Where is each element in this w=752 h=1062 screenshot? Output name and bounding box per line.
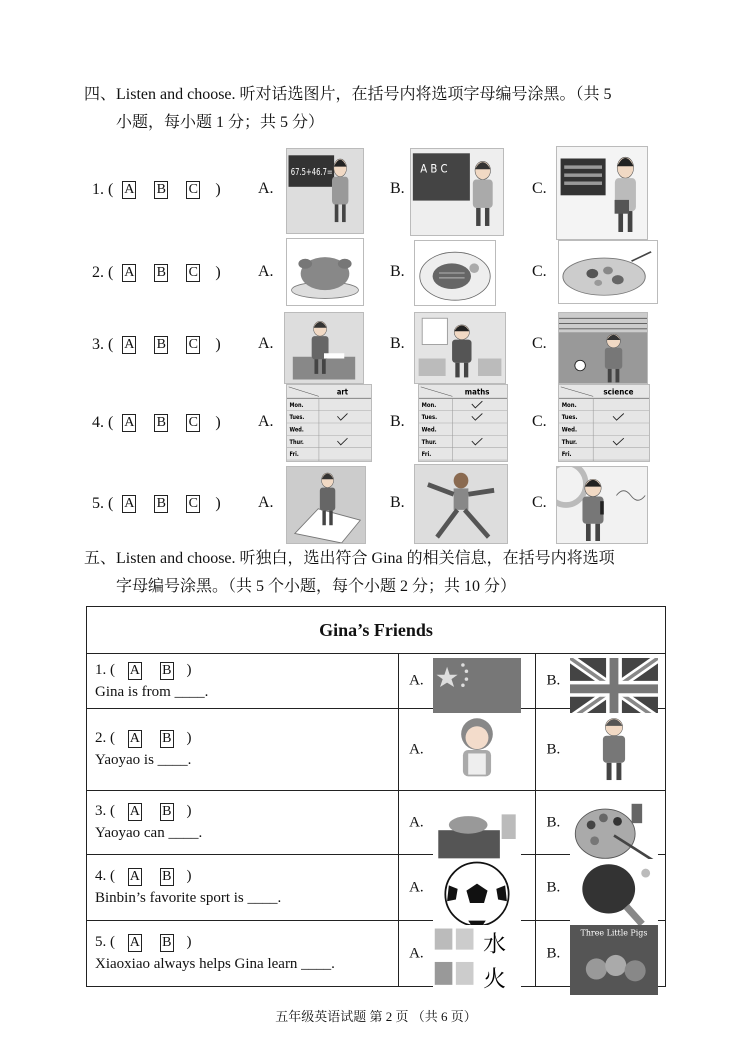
boy-drawing-icon (286, 466, 366, 544)
choice-b-cell (536, 855, 666, 921)
teacher-with-book-icon (556, 146, 648, 240)
answer-option-b[interactable]: B (154, 414, 168, 432)
question-number: 2. (95, 730, 107, 746)
question-5-answer-row (92, 484, 221, 524)
question-number: 1. (95, 661, 107, 678)
question-cell (87, 709, 399, 791)
svg-text:Tues.: Tues. (289, 414, 305, 422)
answer-option-a[interactable]: A (124, 182, 135, 197)
answer-option-a[interactable]: A (129, 731, 140, 746)
choice-label-a: A. (409, 741, 424, 757)
boy-singing-icon (556, 466, 648, 544)
answer-option-b[interactable]: B (160, 803, 174, 821)
choice-label-b: B. (390, 335, 405, 352)
answer-option-b[interactable]: B (160, 868, 174, 886)
boy-in-red-shirt-icon (570, 713, 658, 786)
table-row (87, 791, 666, 855)
choice-label-b: B. (546, 741, 561, 757)
roast-chicken-icon (286, 238, 364, 306)
answer-option-a[interactable]: A (129, 869, 140, 884)
choice-b-cell (536, 654, 666, 709)
svg-text:Mon.: Mon. (561, 402, 577, 409)
svg-text:Tues.: Tues. (561, 415, 578, 422)
chinese-characters-icon (433, 925, 521, 993)
answer-option-a[interactable]: A (124, 415, 135, 430)
section5-heading-cont: 字母编号涂黑。（共 5 个小题，每个小题 2 分；共 10 分） (116, 578, 517, 595)
close-paren: ) (215, 181, 221, 198)
svg-text:Fri.: Fri. (561, 452, 572, 459)
svg-text:Tues.: Tues. (421, 415, 438, 422)
open-paren: ( (108, 336, 114, 353)
question-cell (87, 855, 399, 921)
page-footer: 五年级英语试题 第 2 页 （共 6 页） (275, 1009, 477, 1024)
close-paren: ) (215, 264, 221, 281)
choice-a-cell (399, 855, 536, 921)
choice-b-cell (536, 709, 666, 791)
answer-option-b[interactable]: B (154, 495, 168, 513)
boy-writing-at-desk-icon (284, 312, 364, 384)
section4-heading-cont: 小题，每小题 1 分；共 5 分） (116, 114, 325, 131)
answer-option-b[interactable]: B (154, 181, 168, 199)
choice-b-cell (536, 921, 666, 987)
answer-option-c[interactable]: C (186, 264, 200, 282)
open-paren: ( (108, 414, 114, 431)
question-text: Yaoyao is ____. (95, 752, 192, 768)
choice-label-b: B. (390, 494, 405, 511)
choice-label-b: B. (546, 945, 561, 961)
answer-option-b[interactable]: B (160, 730, 174, 748)
girl-on-sports-field-icon (558, 312, 648, 384)
timetable-science-icon (558, 384, 650, 462)
table-row (87, 855, 666, 921)
svg-text:Fri.: Fri. (421, 452, 432, 459)
question-number: 2. (92, 264, 104, 281)
svg-text:Mon.: Mon. (289, 402, 304, 409)
steak-plate-icon (414, 240, 496, 306)
answer-row: 3. ( A B ) (95, 803, 192, 819)
open-paren: ( (108, 495, 114, 512)
svg-text:science: science (603, 387, 634, 397)
question-number: 3. (95, 803, 107, 819)
timetable-maths-icon (418, 384, 508, 462)
answer-option-a[interactable]: A (124, 265, 135, 280)
choice-a-cell (399, 709, 536, 791)
answer-option-a[interactable]: A (124, 337, 135, 352)
choice-label-a: A. (258, 494, 274, 511)
svg-text:水: 水 (483, 931, 507, 958)
table-row (87, 654, 666, 709)
answer-option-c[interactable]: C (186, 336, 200, 354)
choice-label-a: A. (409, 672, 424, 689)
choice-label-c: C. (532, 180, 547, 197)
choice-label-a: A. (258, 263, 274, 280)
choice-label-b: B. (390, 263, 405, 280)
choice-label-a: A. (409, 879, 424, 895)
choice-label-a: A. (409, 945, 424, 961)
svg-text:Thur.: Thur. (421, 439, 437, 446)
man-in-classroom-icon (414, 312, 506, 384)
girl-with-apron-icon (433, 713, 521, 786)
question-cell (87, 921, 399, 987)
question-3-answer-row (92, 325, 221, 365)
svg-text:Thur.: Thur. (561, 439, 578, 446)
question-2-answer-row (92, 253, 221, 293)
svg-text:art: art (336, 387, 348, 397)
choice-label-a: A. (258, 335, 274, 352)
china-flag-icon (433, 658, 521, 704)
choice-label-b: B. (546, 879, 561, 895)
question-text: Xiaoxiao always helps Gina learn ____. (95, 956, 335, 972)
paint-palette-icon (570, 795, 658, 850)
table-title: Gina’s Friends (87, 607, 666, 654)
choice-a-cell (399, 654, 536, 709)
close-paren: ) (215, 495, 221, 512)
answer-row: 2. ( A B ) (95, 730, 192, 746)
answer-option-c[interactable]: C (186, 414, 200, 432)
question-4-answer-row (92, 403, 221, 443)
choice-label-a: A. (258, 413, 274, 430)
choice-label-c: C. (532, 335, 547, 352)
answer-option-c[interactable]: C (186, 495, 200, 513)
open-paren: ( (108, 181, 114, 198)
question-number: 4. (95, 868, 107, 884)
svg-text:火: 火 (483, 966, 507, 993)
choice-a-cell (399, 921, 536, 993)
table-row (87, 921, 666, 987)
svg-text:A B C: A B C (420, 161, 448, 176)
storybook-icon (570, 925, 658, 982)
question-number: 5. (92, 495, 104, 512)
choice-label-b: B. (546, 672, 561, 689)
football-icon (433, 859, 521, 916)
question-number: 5. (95, 934, 107, 950)
question-number: 3. (92, 336, 104, 353)
choice-label-a: A. (258, 180, 274, 197)
answer-option-b[interactable]: B (160, 934, 174, 952)
question-text: Yaoyao can ____. (95, 825, 203, 841)
close-paren: ) (215, 336, 221, 353)
open-paren: ( (108, 264, 114, 281)
timetable-art-icon (286, 384, 372, 462)
question-number: 4. (92, 414, 104, 431)
question-1-answer-row (92, 170, 221, 210)
answer-option-a[interactable]: A (129, 804, 140, 819)
teacher-at-blackboard-abc-icon (410, 148, 504, 236)
choice-label-c: C. (532, 413, 547, 430)
question-cell (87, 654, 399, 709)
choice-label-c: C. (532, 494, 547, 511)
svg-text:Fri.: Fri. (289, 452, 299, 459)
answer-option-b[interactable]: B (160, 662, 174, 680)
svg-text:Wed.: Wed. (289, 427, 304, 434)
gina-friends-table (86, 606, 666, 993)
question-number: 1. (92, 181, 104, 198)
question-text: Binbin’s favorite sport is ____. (95, 890, 282, 906)
close-paren: ) (215, 414, 221, 431)
answer-option-c[interactable]: C (186, 181, 200, 199)
section5-heading: 五、Listen and choose. 听独白，选出符合 Gina 的相关信息，在括号内将选项 (84, 550, 615, 567)
choice-label-a: A. (409, 814, 424, 830)
answer-option-a[interactable]: A (124, 496, 135, 511)
teacher-at-board-math-icon (286, 148, 364, 234)
svg-text:67.5+46.7=: 67.5+46.7= (290, 166, 333, 178)
answer-option-b[interactable]: B (154, 336, 168, 354)
choice-a-cell (399, 791, 536, 855)
answer-option-b[interactable]: B (154, 264, 168, 282)
answer-row: 4. ( A B ) (95, 868, 192, 884)
question-cell (87, 791, 399, 855)
table-row (87, 709, 666, 791)
cooking-stove-icon (433, 795, 521, 850)
answer-row: 5. ( A B ) (95, 934, 192, 950)
ping-pong-paddle-icon (570, 859, 658, 916)
answer-option-a[interactable]: A (129, 935, 140, 950)
svg-text:maths: maths (464, 387, 490, 397)
boy-doing-kungfu-icon (414, 464, 508, 544)
svg-text:Three Little Pigs: Three Little Pigs (581, 928, 648, 938)
question-text: Gina is from ____. (95, 683, 209, 700)
section4-heading: 四、Listen and choose. 听对话选图片，在括号内将选项字母编号涂黑。（共 5 (84, 86, 612, 103)
answer-row: 1. ( A B ) (95, 661, 192, 678)
svg-text:Mon.: Mon. (421, 402, 437, 409)
svg-text:Wed.: Wed. (561, 427, 578, 434)
svg-text:Wed.: Wed. (421, 427, 437, 434)
svg-text:Thur.: Thur. (289, 439, 304, 447)
answer-option-a[interactable]: A (129, 662, 140, 678)
choice-b-cell (536, 791, 666, 855)
choice-label-b: B. (390, 413, 405, 430)
choice-label-c: C. (532, 263, 547, 280)
choice-label-b: B. (546, 814, 561, 830)
uk-flag-icon (570, 658, 658, 704)
choice-label-b: B. (390, 180, 405, 197)
salad-plate-icon (558, 240, 658, 304)
